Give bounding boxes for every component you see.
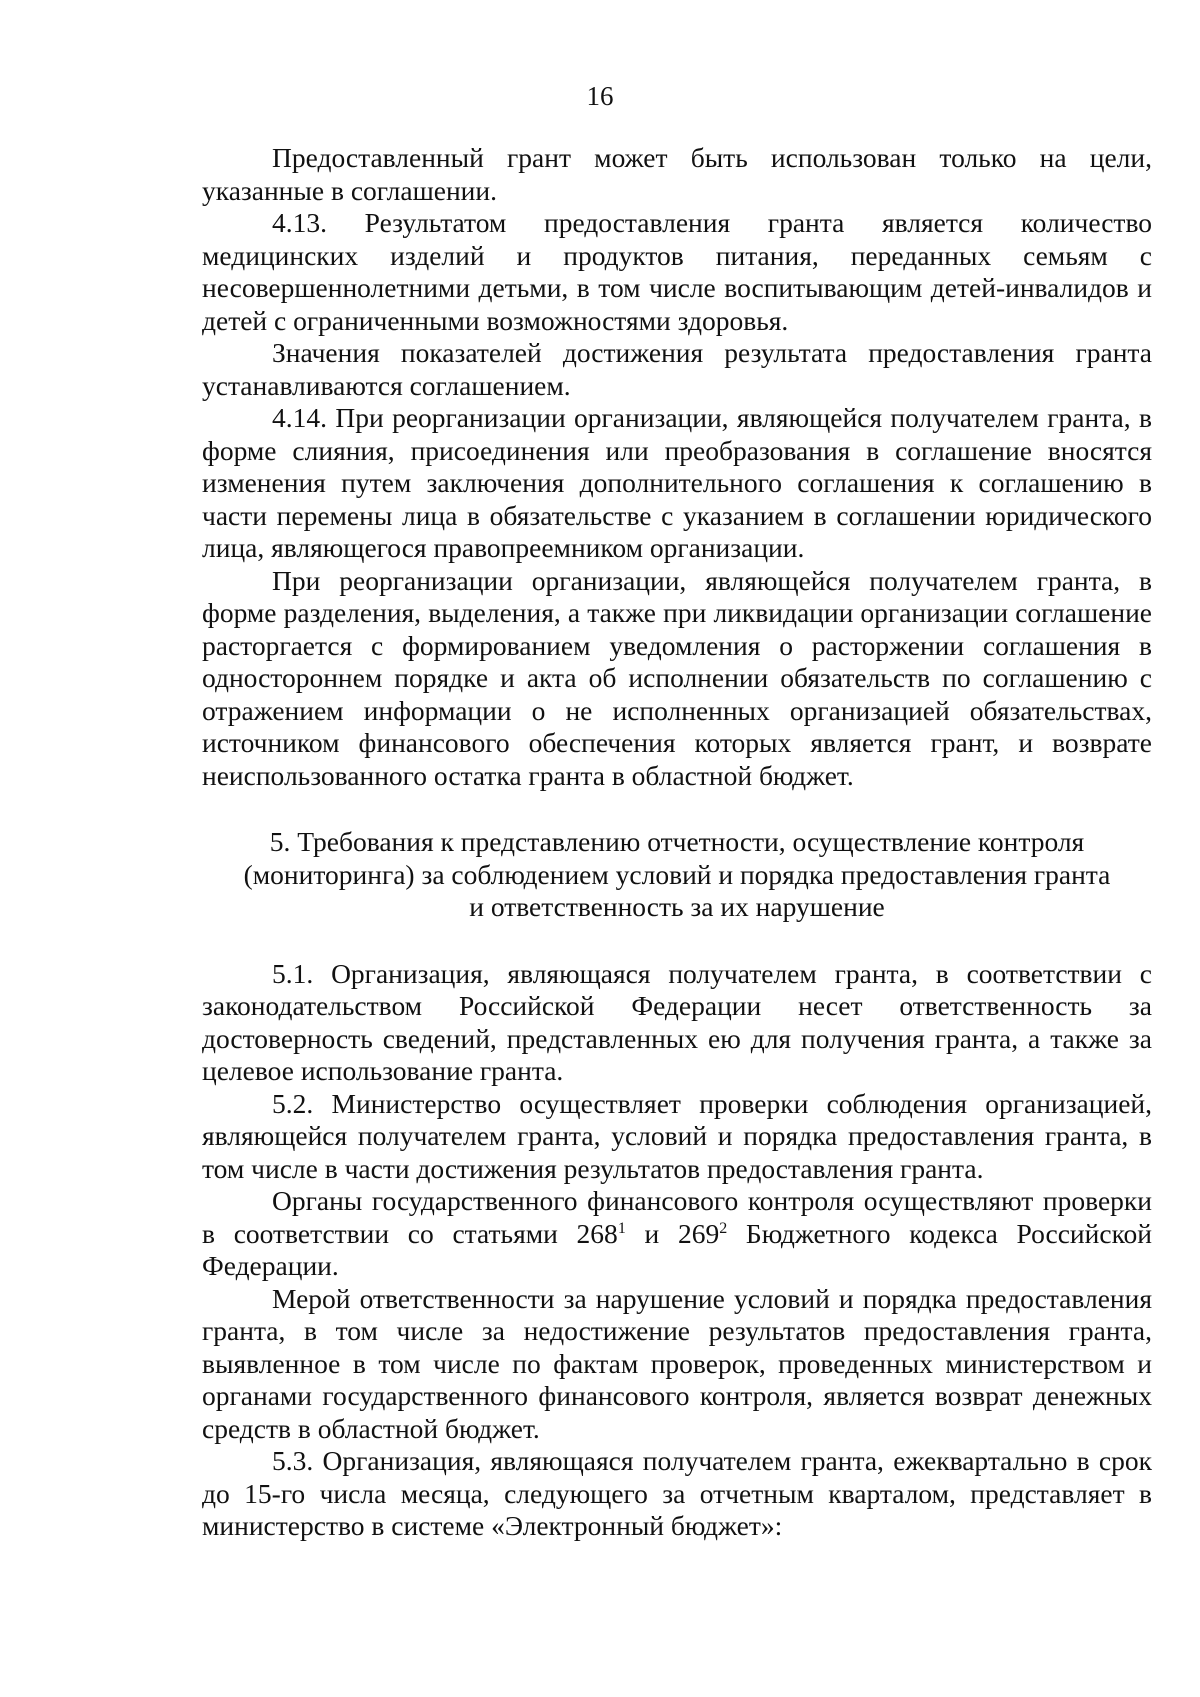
section-5-heading-line: 5. Требования к представлению отчетности, осуществление контроля: [269, 826, 1085, 857]
control-text-b: и 269: [625, 1217, 720, 1249]
paragraph-5-3: 5.3. Организация, являющаяся получателем гранта, ежеквартально в срок до 15-го числа месяца, следующего за отчетным кварталом, представляет в министерство в системе «Электронный бюджет»:: [202, 1445, 1152, 1541]
paragraph-financial-control: [202, 1185, 1152, 1283]
section-5-heading: [202, 826, 1152, 924]
paragraph-liability-measure: Мерой ответственности за нарушение условий и порядка предоставления гранта, в том числе за недостижение результатов предоставления гранта, выявленное в том числе по фактам проверок, проведенных министерством и органами государственного финансового контроля, является возврат денежных средств в областной бюджет.: [202, 1282, 1152, 1444]
paragraph-result-indicators: Значения показателей достижения результата предоставления гранта устанавливаются соглашением.: [202, 337, 1152, 401]
control-text-a: Органы государственного финансового контроля осуществляют проверки в соответствии со статьями 268: [202, 1185, 1152, 1249]
paragraph-reorganization: При реорганизации организации, являющейся получателем гранта, в форме разделения, выделения, а также при ликвидации организации соглашение расторгается с формированием уведомления о расторжении соглашения в одностороннем порядке и акта об исполнении обязательств по соглашению с отражением информации о не исполненных организацией обязательствах, источником финансового обеспечения которых является грант, и возврате неиспользованного остатка гранта в областной бюджет.: [202, 564, 1152, 791]
control-text-c: Бюджетного кодекса Российской Федерации.: [202, 1217, 1153, 1281]
paragraph-grant-usage: Предоставленный грант может быть использован только на цели, указанные в соглашении.: [202, 142, 1152, 206]
paragraph-5-1: 5.1. Организация, являющаяся получателем гранта, в соответствии с законодательством Российской Федерации несет ответственность за достоверность сведений, представленных ею для получения гранта, а также за целевое использование гранта.: [202, 957, 1152, 1086]
page-number: 16: [586, 81, 614, 111]
footnote-marker-1: 1: [617, 1219, 626, 1237]
paragraph-4-13: 4.13. Результатом предоставления гранта является количество медицинских изделий и продуктов питания, переданных семьям с несовершеннолетними детьми, в том числе воспитывающим детей-инвалидов и детей с ограниченными возможностями здоровья.: [202, 207, 1152, 336]
paragraph-4-14: 4.14. При реорганизации организации, являющейся получателем гранта, в форме слияния, присоединения или преобразования в соглашение вносятся изменения путем заключения дополнительного соглашения к соглашению в части перемены лица в обязательстве с указанием в соглашении юридического лица, являющегося правопреемником организации.: [202, 402, 1152, 563]
paragraph-5-2: 5.2. Министерство осуществляет проверки соблюдения организацией, являющейся получателем гранта, условий и порядка предоставления гранта, в том числе в части достижения результатов предоставления гранта.: [202, 1087, 1152, 1184]
footnote-marker-2: 2: [719, 1219, 728, 1237]
document-body: [202, 142, 1152, 1543]
section-5-heading-line: (мониторинга) за соблюдением условий и порядка предоставления гранта: [243, 858, 1111, 890]
section-5-heading-line: и ответственность за их нарушение: [469, 891, 885, 922]
